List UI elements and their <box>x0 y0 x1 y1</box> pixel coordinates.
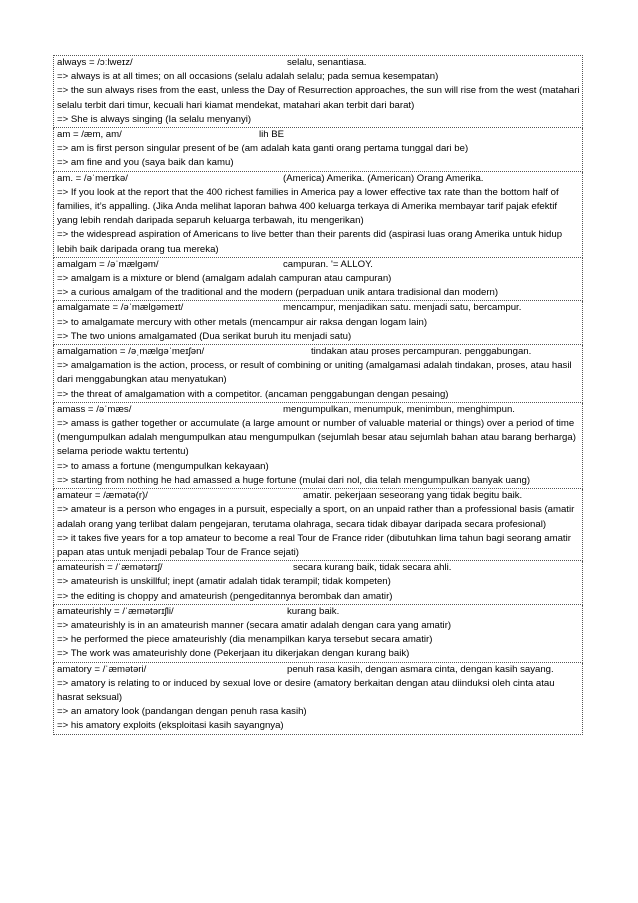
entry-meaning: tindakan atau proses percampuran. penggabungan. <box>311 346 532 358</box>
entry-headword-row <box>57 258 580 272</box>
entry-word: amalgam = /əˈmælgəm/ <box>57 258 159 270</box>
dictionary-entry <box>53 301 583 345</box>
example-line: => The work was amateurishly done (Pekerjaan itu dikerjakan dengan kurang baik) <box>57 648 410 660</box>
entry-word: amateurish = /ˈæmətərɪʃ/ <box>57 562 163 574</box>
example-line: => amateur is a person who engages in a pursuit, especially a sport, on an unpaid rather than a professional basis (amatir adalah orang yang terlibat dalam pengejaran, terutama olahraga, secara tidak dibayar daripada secara profesional) <box>57 504 575 530</box>
example-line: => amalgamation is the action, process, or result of combining or uniting (amalgamasi adalah tindakan, proses, atau hasil dari menggabungkan atau menyatukan) <box>57 360 572 386</box>
example-line: => amateurishly is in an amateurish manner (secara amatir adalah dengan cara yang amatir) <box>57 619 452 631</box>
example-line: => to amalgamate mercury with other metals (mencampur air raksa dengan logam lain) <box>57 316 428 328</box>
example-line: => his amatory exploits (eksploitasi kasih sayangnya) <box>57 720 284 732</box>
entry-headword-row <box>57 561 580 575</box>
entry-headword-row <box>57 663 580 677</box>
entry-headword-row <box>57 489 580 503</box>
entry-word: always = /ɔːlweɪz/ <box>57 57 133 68</box>
example-line: => the sun always rises from the east, unless the Day of Resurrection approaches, the sun will rise from the west (matahari selalu terbit dari timur, kecuali hari kiamat mendekat, matahari akan terbit dari barat) <box>57 85 580 111</box>
entry-word: amateurishly = /ˈæmətərɪʃli/ <box>57 605 174 617</box>
example-line: => always is at all times; on all occasions (selalu adalah selalu; pada semua kesempatan) <box>57 71 439 83</box>
example-line: => am is first person singular present of be (am adalah kata ganti orang pertama tunggal dari be) <box>57 143 469 155</box>
example-line: => the widespread aspiration of Americans to live better than their parents did (aspirasi luas orang Amerika untuk hidup lebih baik daripada orang tua mereka) <box>57 229 563 255</box>
entry-word: amass = /əˈmæs/ <box>57 403 132 415</box>
entry-meaning: mengumpulkan, menumpuk, menimbun, menghimpun. <box>283 403 515 415</box>
entry-meaning: lih BE <box>259 129 285 141</box>
example-line: => it takes five years for a top amateur to become a real Tour de France rider (dibutuhkan lima tahun bagi seorang amatir papan atas untuk menjadi pebalap Tour de France sejati) <box>57 532 571 558</box>
example-line: => to amass a fortune (mengumpulkan kekayaan) <box>57 460 269 472</box>
entry-word: amalgamate = /əˈmælgəmeɪt/ <box>57 302 184 314</box>
entry-meaning: campuran. '= ALLOY. <box>283 258 373 270</box>
entry-headword-row <box>57 345 580 359</box>
dictionary-entry <box>53 561 583 605</box>
example-line: => am fine and you (saya baik dan kamu) <box>57 157 234 169</box>
example-line: => starting from nothing he had amassed a huge fortune (mulai dari nol, dia telah mengumpulkan banyak uang) <box>57 474 531 486</box>
entry-meaning: selalu, senantiasa. <box>287 57 367 68</box>
entry-meaning: mencampur, menjadikan satu. menjadi satu, bercampur. <box>283 302 522 314</box>
entry-headword-row <box>57 403 580 417</box>
entry-meaning: secara kurang baik, tidak secara ahli. <box>293 562 452 574</box>
example-line: => amass is gather together or accumulate (a large amount or number of valuable material or things) over a period of time (mengumpulkan adalah mengumpulkan atau mengumpulkan (sejumlah besar atau sejumlah bahan atau barang berharga) selama periode waktu tertentu) <box>57 418 576 458</box>
entry-meaning: penuh rasa kasih, dengan asmara cinta, dengan kasih sayang. <box>287 663 554 675</box>
entry-word: amateur = /æmətə(r)/ <box>57 490 148 502</box>
entry-word: amalgamation = /əˌmælgəˈmeɪʃən/ <box>57 346 205 358</box>
example-line: => a curious amalgam of the traditional and the modern (perpaduan unik antara tradisional dan modern) <box>57 287 499 299</box>
example-line: => If you look at the report that the 400 richest families in America pay a lower effective tax rate than the bottom half of families, it’s appalling. (Jika Anda melihat laporan bahwa 400 keluarga terkaya di Amerika membayar tarif pajak efektif yang lebih rendah daripada separuh keluarga terbawah, itu mengerikan) <box>57 186 559 227</box>
dictionary-entry <box>53 345 583 403</box>
entry-word: am = /æm, am/ <box>57 129 122 141</box>
entry-word: amatory = /ˈæmətəri/ <box>57 663 147 675</box>
entry-meaning: amatir. pekerjaan seseorang yang tidak begitu baik. <box>303 490 523 502</box>
dictionary-page <box>53 55 583 735</box>
example-line: => he performed the piece amateurishly (dia menampilkan karya tersebut secara amatir) <box>57 634 433 646</box>
dictionary-entry <box>53 128 583 172</box>
dictionary-entry <box>53 663 583 735</box>
entry-word: am. = /əˈmerɪkə/ <box>57 172 128 184</box>
entry-meaning: (America) Amerika. (American) Orang Amerika. <box>283 172 484 184</box>
dictionary-entry <box>53 605 583 663</box>
example-line: => an amatory look (pandangan dengan penuh rasa kasih) <box>57 706 307 718</box>
example-line: => amatory is relating to or induced by sexual love or desire (amatory berkaitan dengan atau diinduksi oleh cinta atau hasrat seksual) <box>57 677 555 703</box>
entry-headword-row <box>57 605 580 619</box>
dictionary-entry <box>53 258 583 302</box>
dictionary-entry <box>53 403 583 489</box>
entry-headword-row <box>57 172 580 186</box>
example-line: => the editing is choppy and amateurish (pengeditannya berombak dan amatir) <box>57 590 393 602</box>
dictionary-entry <box>53 489 583 561</box>
example-line: => The two unions amalgamated (Dua serikat buruh itu menjadi satu) <box>57 330 352 342</box>
example-line: => the threat of amalgamation with a competitor. (ancaman penggabungan dengan pesaing) <box>57 388 449 400</box>
example-line: => She is always singing (Ia selalu menyanyi) <box>57 113 252 125</box>
dictionary-entry <box>53 55 583 128</box>
example-line: => amalgam is a mixture or blend (amalgam adalah campuran atau campuran) <box>57 273 392 285</box>
entry-meaning: kurang baik. <box>287 605 340 617</box>
entry-headword-row <box>57 128 580 142</box>
entry-headword-row <box>57 301 580 315</box>
entry-headword-row <box>57 56 580 70</box>
dictionary-entry <box>53 172 583 258</box>
example-line: => amateurish is unskillful; inept (amatir adalah tidak terampil; tidak kompeten) <box>57 576 391 588</box>
